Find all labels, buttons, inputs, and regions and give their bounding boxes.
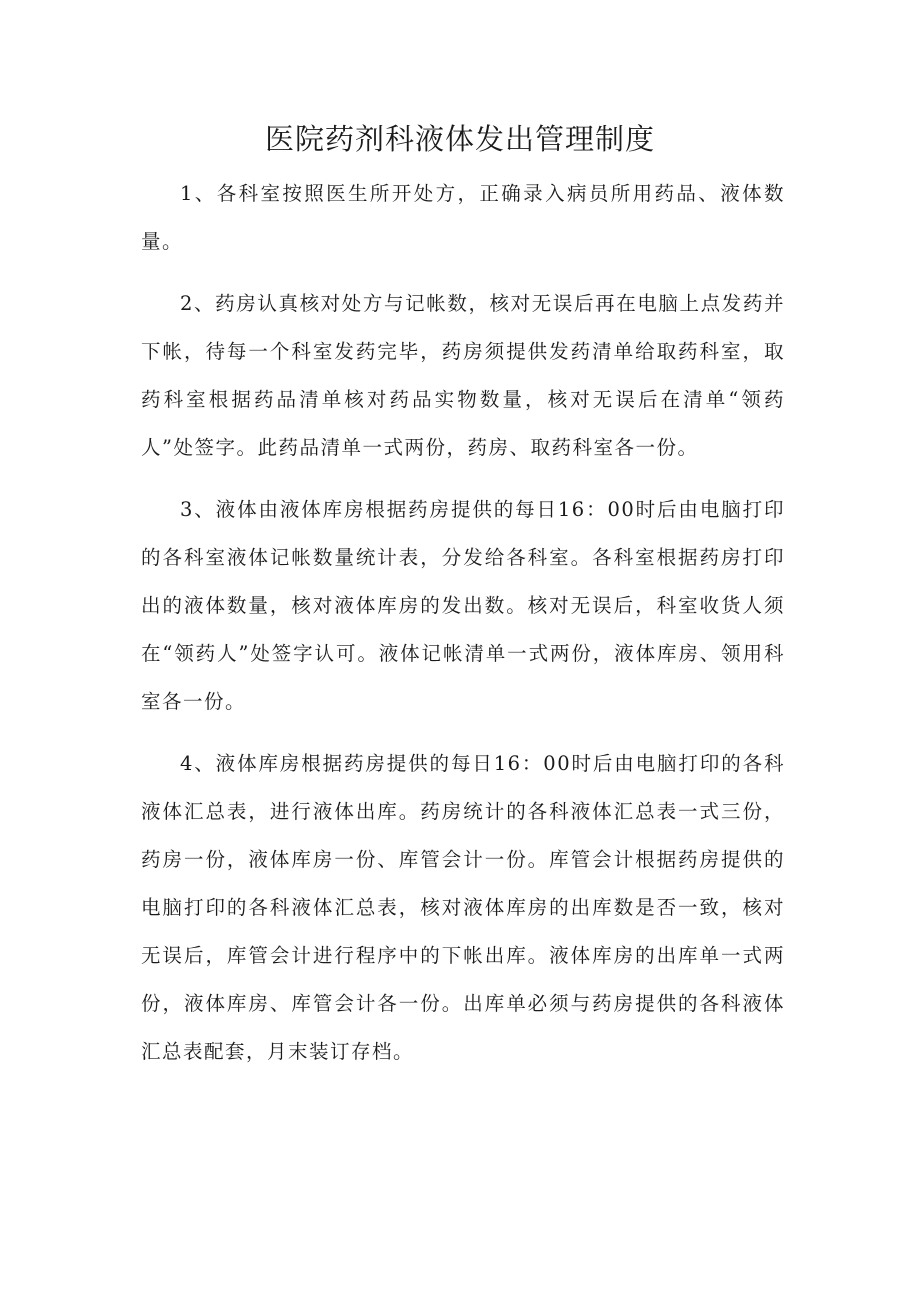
paragraph-3: 3、液体由液体库房根据药房提供的每日16：00时后由电脑打印的各科室液体记帐数量统计表，分发给各科室。各科室根据药房打印出的液体数量，核对液体库房的发出数。核对无误后，科室收货人须在“领药人”处签字认可。液体记帐清单一式两份，液体库房、领用科室各一份。 [141, 498, 785, 713]
document-body [141, 170, 785, 1076]
document-title: 医院药剂科液体发出管理制度 [264, 122, 655, 156]
paragraph-2: 2、药房认真核对处方与记帐数，核对无误后再在电脑上点发药并下帐，待每一个科室发药完毕，药房须提供发药清单给取药科室，取药科室根据药品清单核对药品实物数量，核对无误后在清单“领药人”处签字。此药品清单一式两份，药房、取药科室各一份。 [141, 292, 785, 459]
paragraph-4: 4、液体库房根据药房提供的每日16：00时后由电脑打印的各科液体汇总表，进行液体出库。药房统计的各科液体汇总表一式三份，药房一份，液体库房一份、库管会计一份。库管会计根据药房提供的电脑打印的各科液体汇总表，核对液体库房的出库数是否一致，核对无误后，库管会计进行程序中的下帐出库。液体库房的出库单一式两份，液体库房、库管会计各一份。出库单必须与药房提供的各科液体汇总表配套，月末装订存档。 [141, 752, 785, 1063]
paragraph-1: 1、各科室按照医生所开处方，正确录入病员所用药品、液体数量。 [141, 182, 785, 253]
